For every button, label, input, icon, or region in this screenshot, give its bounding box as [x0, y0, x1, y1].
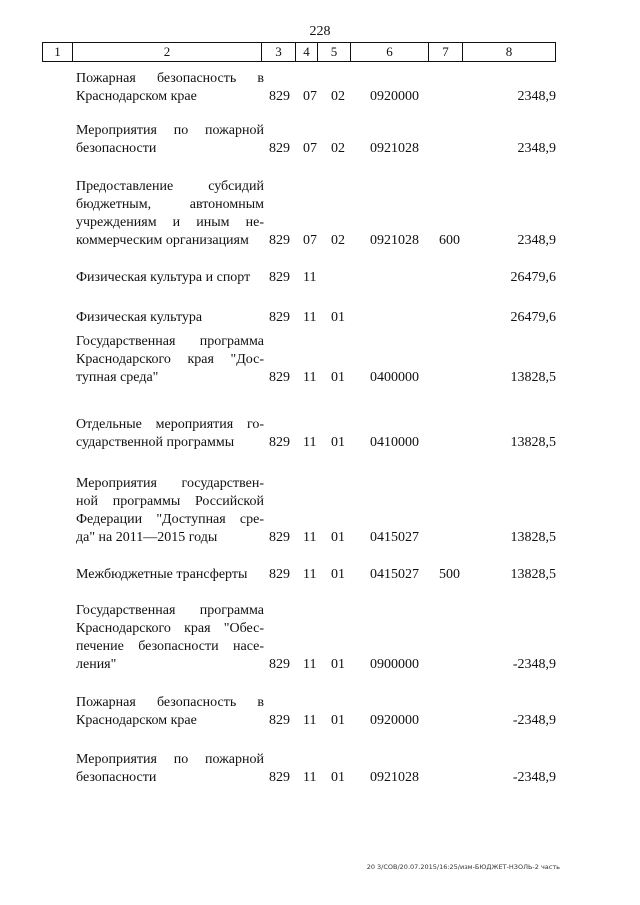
column-number-8: 8	[505, 44, 513, 59]
page-number: 228	[309, 24, 331, 39]
row-code-ministry: 829	[269, 370, 290, 385]
row-description-line: Физическая культура	[76, 310, 203, 325]
row-description-line: бюджетным, автономным	[76, 197, 264, 212]
row-code-ministry: 829	[269, 657, 290, 672]
row-code-section: 07	[303, 89, 317, 104]
column-number-7: 7	[429, 43, 463, 61]
row-code-target-article: 0415027	[370, 530, 419, 545]
row-description-line: да" на 2011—2015 годы	[76, 530, 218, 545]
row-amount: 26479,6	[510, 270, 556, 285]
column-number-2: 2	[73, 43, 262, 61]
row-code-ministry: 829	[269, 530, 290, 545]
column-number-1: 1	[43, 43, 73, 61]
row-code-target-article: 0921028	[370, 141, 419, 156]
row-code-subsection: 01	[331, 370, 345, 385]
row-amount: 2348,9	[517, 141, 556, 156]
row-code-subsection: 02	[331, 89, 345, 104]
row-code-ministry: 829	[269, 713, 290, 728]
row-code-expense-type: 600	[439, 233, 460, 248]
row-code-target-article: 0920000	[370, 713, 419, 728]
row-code-ministry: 829	[269, 567, 290, 582]
row-code-target-article: 0921028	[370, 770, 419, 785]
row-code-section: 11	[303, 370, 317, 385]
row-code-section: 07	[303, 141, 317, 156]
row-amount: -2348,9	[512, 713, 556, 728]
row-amount: 13828,5	[510, 370, 556, 385]
row-description-line: Краснодарском крае	[76, 713, 197, 728]
row-description	[76, 333, 264, 387]
row-amount: 13828,5	[510, 435, 556, 450]
row-description-line: Краснодарского края "Обес-	[76, 621, 264, 636]
row-description-line: безопасности	[76, 770, 157, 785]
column-number-6: 6	[351, 43, 429, 61]
row-code-ministry: 829	[269, 270, 290, 285]
row-description	[76, 70, 264, 106]
row-code-subsection: 01	[331, 530, 345, 545]
row-code-ministry: 829	[269, 141, 290, 156]
row-amount: 13828,5	[510, 530, 556, 545]
row-code-target-article: 0415027	[370, 567, 419, 582]
row-description	[76, 269, 264, 287]
row-code-section: 11	[303, 657, 317, 672]
row-description-line: Мероприятия государствен-	[76, 476, 264, 491]
table-column-header	[42, 42, 556, 62]
row-description-line: Отдельные мероприятия го-	[76, 417, 264, 432]
row-description-line: учреждениям и иным не-	[76, 215, 264, 230]
row-description	[76, 566, 264, 584]
row-description-line: сударственной программы	[76, 435, 235, 450]
row-code-subsection: 01	[331, 435, 345, 450]
row-code-ministry: 829	[269, 770, 290, 785]
row-code-subsection: 02	[331, 141, 345, 156]
row-code-section: 11	[303, 713, 317, 728]
row-code-subsection: 01	[331, 713, 345, 728]
row-amount: 26479,6	[510, 310, 556, 325]
row-amount: 2348,9	[517, 233, 556, 248]
row-description	[76, 122, 264, 158]
row-code-subsection: 02	[331, 233, 345, 248]
row-code-subsection: 01	[331, 770, 345, 785]
row-code-expense-type: 500	[439, 567, 460, 582]
row-description-line: Физическая культура и спорт	[76, 270, 251, 285]
row-code-section: 11	[303, 770, 317, 785]
row-amount: 2348,9	[517, 89, 556, 104]
row-code-section: 11	[303, 310, 317, 325]
row-description-line: Государственная программа	[76, 334, 264, 349]
row-description-line: Краснодарского края "Дос-	[76, 352, 264, 367]
row-code-subsection: 01	[331, 567, 345, 582]
row-description-line: печение безопасности насе-	[76, 639, 264, 654]
row-code-target-article: 0920000	[370, 89, 419, 104]
row-description	[76, 751, 264, 787]
row-description-line: Краснодарском крае	[76, 89, 197, 104]
row-description-line: коммерческим организациям	[76, 233, 249, 248]
row-code-target-article: 0900000	[370, 657, 419, 672]
column-number-5: 5	[318, 43, 351, 61]
column-number-4: 4	[296, 43, 318, 61]
row-code-section: 11	[303, 270, 317, 285]
row-code-subsection: 01	[331, 310, 345, 325]
row-description	[76, 178, 264, 250]
row-description-line: ной программы Российской	[76, 494, 264, 509]
row-code-target-article: 0410000	[370, 435, 419, 450]
row-code-ministry: 829	[269, 435, 290, 450]
row-description-line: Межбюджетные трансферты	[76, 567, 248, 582]
row-description-line: ления"	[76, 657, 117, 672]
column-number-3: 3	[262, 43, 296, 61]
row-code-section: 11	[303, 530, 317, 545]
row-description	[76, 694, 264, 730]
row-description-line: Пожарная безопасность в	[76, 695, 264, 710]
row-amount: 13828,5	[510, 567, 556, 582]
row-description-line: Мероприятия по пожарной	[76, 752, 264, 767]
row-amount: -2348,9	[512, 770, 556, 785]
row-code-target-article: 0400000	[370, 370, 419, 385]
row-code-section: 11	[303, 567, 317, 582]
row-description-line: Пожарная безопасность в	[76, 71, 264, 86]
row-description-line: Федерации "Доступная сре-	[76, 512, 264, 527]
row-description	[76, 475, 264, 547]
row-description	[76, 416, 264, 452]
row-code-section: 07	[303, 233, 317, 248]
row-description-line: безопасности	[76, 141, 157, 156]
row-description-line: Государственная программа	[76, 603, 264, 618]
row-code-section: 11	[303, 435, 317, 450]
row-code-target-article: 0921028	[370, 233, 419, 248]
row-code-ministry: 829	[269, 89, 290, 104]
row-description	[76, 602, 264, 674]
row-amount: -2348,9	[512, 657, 556, 672]
row-code-ministry: 829	[269, 233, 290, 248]
row-code-ministry: 829	[269, 310, 290, 325]
row-description-line: тупная среда"	[76, 370, 159, 385]
row-description	[76, 309, 264, 327]
row-code-subsection: 01	[331, 657, 345, 672]
footer-document-code: 20 3/СОВ/20.07.2015/16:25/изм-БЮДЖЕТ-НЗОЛЬ-2 часть	[366, 863, 560, 871]
row-description-line: Предоставление субсидий	[76, 179, 264, 194]
row-description-line: Мероприятия по пожарной	[76, 123, 264, 138]
